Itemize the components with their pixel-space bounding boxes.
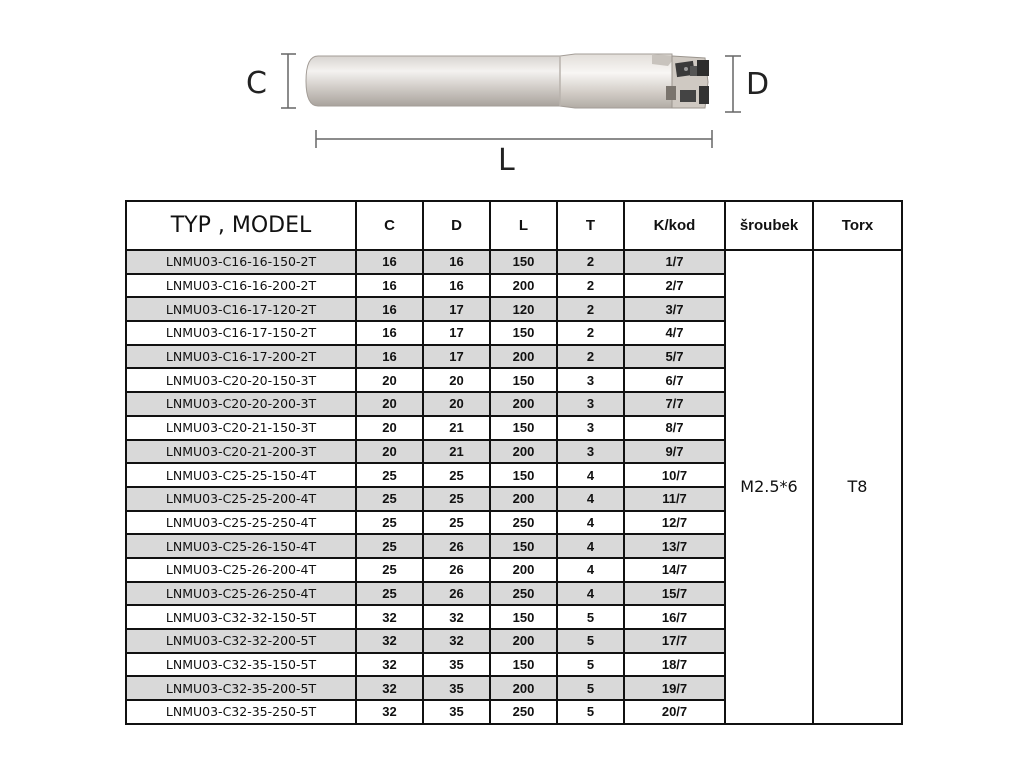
kod-cell: 10/7 [624, 463, 725, 487]
l-cell: 150 [490, 368, 557, 392]
l-cell: 150 [490, 653, 557, 677]
dimension-d-label: D [746, 67, 770, 102]
l-cell: 200 [490, 629, 557, 653]
model-cell: LNMU03-C25-25-200-4T [126, 487, 356, 511]
t-cell: 4 [557, 511, 624, 535]
d-cell: 21 [423, 416, 490, 440]
t-cell: 2 [557, 345, 624, 369]
d-cell: 26 [423, 534, 490, 558]
t-cell: 4 [557, 582, 624, 606]
l-cell: 200 [490, 440, 557, 464]
t-cell: 5 [557, 629, 624, 653]
d-cell: 32 [423, 605, 490, 629]
d-cell: 16 [423, 274, 490, 298]
d-cell: 25 [423, 487, 490, 511]
c-cell: 32 [356, 629, 423, 653]
t-cell: 2 [557, 250, 624, 274]
header-c: C [356, 201, 423, 250]
model-cell: LNMU03-C16-17-200-2T [126, 345, 356, 369]
l-cell: 150 [490, 534, 557, 558]
dimension-c-label: C [246, 66, 267, 101]
d-cell: 35 [423, 676, 490, 700]
l-cell: 250 [490, 511, 557, 535]
kod-cell: 20/7 [624, 700, 725, 724]
model-cell: LNMU03-C16-17-120-2T [126, 297, 356, 321]
t-cell: 5 [557, 676, 624, 700]
l-cell: 200 [490, 345, 557, 369]
kod-cell: 8/7 [624, 416, 725, 440]
kod-cell: 19/7 [624, 676, 725, 700]
d-cell: 17 [423, 321, 490, 345]
c-cell: 25 [356, 558, 423, 582]
model-cell: LNMU03-C16-16-200-2T [126, 274, 356, 298]
torx-cell: T8 [813, 250, 902, 724]
l-cell: 150 [490, 463, 557, 487]
d-cell: 21 [423, 440, 490, 464]
t-cell: 2 [557, 297, 624, 321]
t-cell: 3 [557, 392, 624, 416]
model-cell: LNMU03-C32-32-150-5T [126, 605, 356, 629]
t-cell: 2 [557, 321, 624, 345]
c-cell: 25 [356, 534, 423, 558]
header-model: TYP , MODEL [126, 201, 356, 250]
c-cell: 32 [356, 605, 423, 629]
dimension-c [246, 54, 296, 108]
d-cell: 17 [423, 345, 490, 369]
tool-dimension-diagram [0, 0, 1024, 190]
l-cell: 150 [490, 250, 557, 274]
model-cell: LNMU03-C16-16-150-2T [126, 250, 356, 274]
c-cell: 25 [356, 463, 423, 487]
kod-cell: 13/7 [624, 534, 725, 558]
model-cell: LNMU03-C32-35-250-5T [126, 700, 356, 724]
c-cell: 20 [356, 392, 423, 416]
c-cell: 25 [356, 511, 423, 535]
t-cell: 4 [557, 534, 624, 558]
model-cell: LNMU03-C32-32-200-5T [126, 629, 356, 653]
kod-cell: 11/7 [624, 487, 725, 511]
d-cell: 35 [423, 653, 490, 677]
c-cell: 16 [356, 274, 423, 298]
t-cell: 4 [557, 463, 624, 487]
model-cell: LNMU03-C20-21-150-3T [126, 416, 356, 440]
t-cell: 5 [557, 700, 624, 724]
l-cell: 200 [490, 676, 557, 700]
d-cell: 32 [423, 629, 490, 653]
l-cell: 200 [490, 392, 557, 416]
model-cell: LNMU03-C32-35-150-5T [126, 653, 356, 677]
kod-cell: 6/7 [624, 368, 725, 392]
dimension-d [725, 56, 769, 112]
c-cell: 32 [356, 653, 423, 677]
header-torx: Torx [813, 201, 902, 250]
d-cell: 25 [423, 511, 490, 535]
d-cell: 26 [423, 582, 490, 606]
kod-cell: 12/7 [624, 511, 725, 535]
l-cell: 200 [490, 558, 557, 582]
d-cell: 25 [423, 463, 490, 487]
t-cell: 3 [557, 416, 624, 440]
c-cell: 20 [356, 416, 423, 440]
dimension-l-label: L [498, 143, 515, 178]
kod-cell: 9/7 [624, 440, 725, 464]
t-cell: 4 [557, 558, 624, 582]
t-cell: 3 [557, 440, 624, 464]
l-cell: 200 [490, 487, 557, 511]
t-cell: 3 [557, 368, 624, 392]
l-cell: 200 [490, 274, 557, 298]
l-cell: 150 [490, 416, 557, 440]
table-header-row [126, 201, 902, 250]
t-cell: 4 [557, 487, 624, 511]
model-cell: LNMU03-C25-25-250-4T [126, 511, 356, 535]
c-cell: 16 [356, 297, 423, 321]
kod-cell: 16/7 [624, 605, 725, 629]
l-cell: 150 [490, 605, 557, 629]
model-cell: LNMU03-C25-26-250-4T [126, 582, 356, 606]
model-cell: LNMU03-C25-26-150-4T [126, 534, 356, 558]
l-cell: 120 [490, 297, 557, 321]
model-cell: LNMU03-C25-25-150-4T [126, 463, 356, 487]
d-cell: 16 [423, 250, 490, 274]
d-cell: 26 [423, 558, 490, 582]
c-cell: 32 [356, 700, 423, 724]
product-spec-table [125, 200, 903, 725]
c-cell: 20 [356, 440, 423, 464]
d-cell: 20 [423, 392, 490, 416]
c-cell: 16 [356, 345, 423, 369]
kod-cell: 3/7 [624, 297, 725, 321]
d-cell: 17 [423, 297, 490, 321]
c-cell: 25 [356, 582, 423, 606]
model-cell: LNMU03-C25-26-200-4T [126, 558, 356, 582]
t-cell: 2 [557, 274, 624, 298]
kod-cell: 18/7 [624, 653, 725, 677]
header-kod: K/kod [624, 201, 725, 250]
header-d: D [423, 201, 490, 250]
kod-cell: 7/7 [624, 392, 725, 416]
model-cell: LNMU03-C20-20-200-3T [126, 392, 356, 416]
l-cell: 150 [490, 321, 557, 345]
kod-cell: 2/7 [624, 274, 725, 298]
c-cell: 16 [356, 321, 423, 345]
kod-cell: 14/7 [624, 558, 725, 582]
d-cell: 20 [423, 368, 490, 392]
model-cell: LNMU03-C16-17-150-2T [126, 321, 356, 345]
t-cell: 5 [557, 605, 624, 629]
kod-cell: 17/7 [624, 629, 725, 653]
kod-cell: 1/7 [624, 250, 725, 274]
end-mill-image [306, 54, 709, 108]
header-screw: šroubek [725, 201, 813, 250]
screw-cell: M2.5*6 [725, 250, 813, 724]
dimension-l [316, 130, 712, 178]
table-body [126, 250, 902, 724]
model-cell: LNMU03-C20-21-200-3T [126, 440, 356, 464]
c-cell: 20 [356, 368, 423, 392]
model-cell: LNMU03-C20-20-150-3T [126, 368, 356, 392]
c-cell: 16 [356, 250, 423, 274]
kod-cell: 4/7 [624, 321, 725, 345]
l-cell: 250 [490, 700, 557, 724]
t-cell: 5 [557, 653, 624, 677]
model-cell: LNMU03-C32-35-200-5T [126, 676, 356, 700]
header-t: T [557, 201, 624, 250]
d-cell: 35 [423, 700, 490, 724]
kod-cell: 5/7 [624, 345, 725, 369]
header-l: L [490, 201, 557, 250]
kod-cell: 15/7 [624, 582, 725, 606]
table-row [126, 250, 902, 274]
l-cell: 250 [490, 582, 557, 606]
c-cell: 25 [356, 487, 423, 511]
c-cell: 32 [356, 676, 423, 700]
